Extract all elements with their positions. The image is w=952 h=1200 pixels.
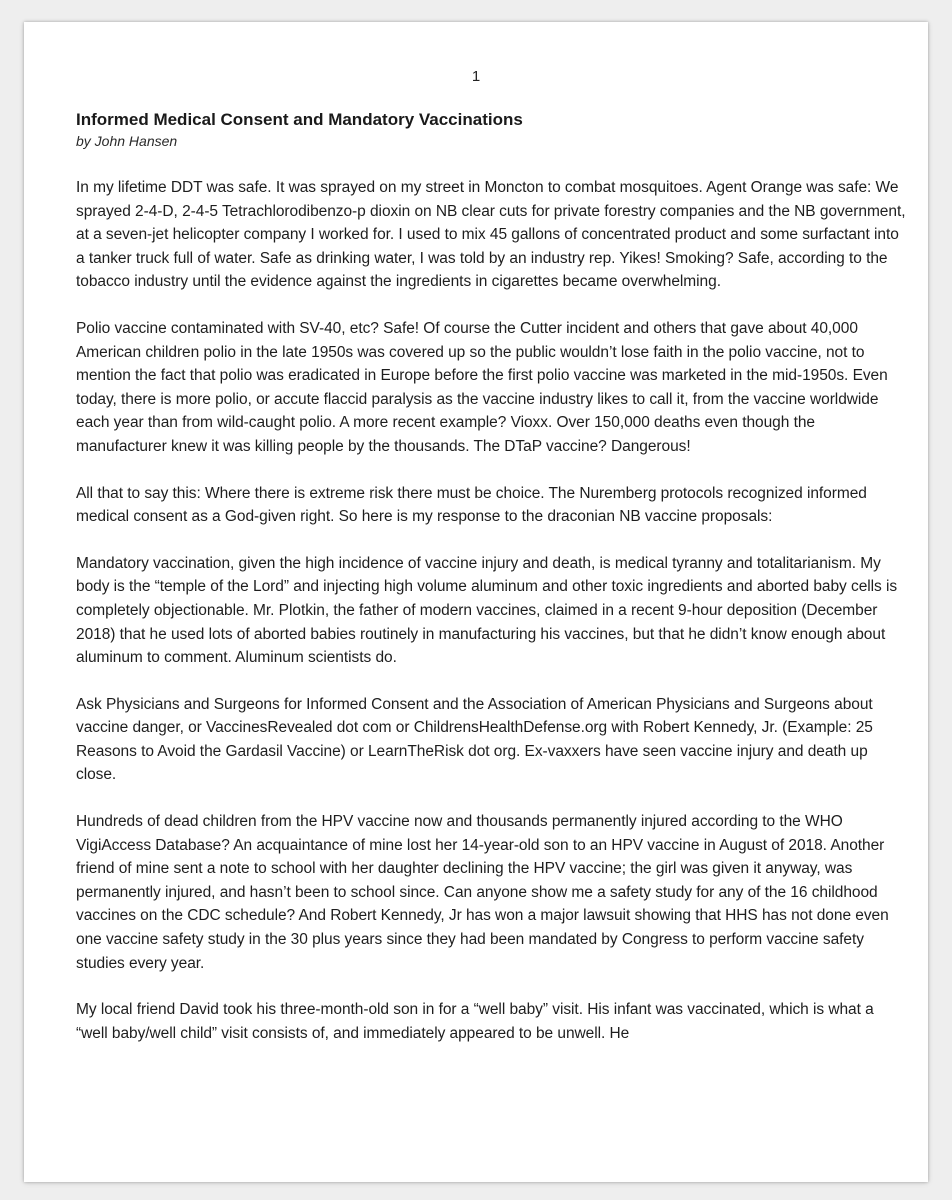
page-number: 1 <box>471 68 481 85</box>
paragraph-5: Ask Physicians and Surgeons for Informed Consent and the Association of American Physicians and Surgeons about vaccine danger, or VaccinesRevealed dot com or ChildrensHealthDefense.org with Robert Kennedy, Jr. (Example: 25 Reasons to Avoid the Gardasil Vaccine) or LearnTheRisk dot org. Ex-vaxxers have seen vaccine injury and death up close. <box>76 695 873 784</box>
paragraph-4: Mandatory vaccination, given the high incidence of vaccine injury and death, is medical tyranny and totalitarianism. My body is the “temple of the Lord” and injecting high volume aluminum and other toxic ingredients and aborted baby cells is completely objectionable. Mr. Plotkin, the father of modern vaccines, claimed in a recent 9-hour deposition (December 2018) that he used lots of aborted babies routinely in manufacturing his vaccines, but that he didn’t know enough about aluminum to comment. Aluminum scientists do. <box>76 554 898 667</box>
paragraph-1: In my lifetime DDT was safe. It was sprayed on my street in Moncton to combat mosquitoes. Agent Orange was safe: We sprayed 2-4-D, 2-4-5 Tetrachlorodibenzo-p dioxin on NB clear cuts for private forestry companies and the NB government, at a seven-jet helicopter company I worked for. I used to mix 45 gallons of concentrated product and some surfactant into a tanker truck full of water. Safe as drinking water, I was told by an industry rep. Yikes! Smoking? Safe, according to the tobacco industry until the evidence against the ingredients in cigarettes became overwhelming. <box>76 179 906 291</box>
paragraph-2: Polio vaccine contaminated with SV-40, etc? Safe! Of course the Cutter incident and others that gave about 40,000 American children polio in the late 1950s was covered up so the public wouldn’t lose faith in the polio vaccine, not to mention the fact that polio was eradicated in Europe before the first polio vaccine was marketed in the mid-1950s. Even today, there is more polio, or accute flaccid paralysis as the vaccine industry likes to call it, from the vaccine worldwide each year than from wild-caught polio. A more recent example? Vioxx. Over 150,000 deaths even though the manufacturer knew it was killing people by the thousands. The DTaP vaccine? Dangerous! <box>76 319 888 455</box>
byline: by John Hansen <box>76 133 178 149</box>
document-body <box>76 108 906 1068</box>
paragraph-6: Hundreds of dead children from the HPV vaccine now and thousands permanently injured according to the WHO VigiAccess Database? An acquaintance of mine lost her 14-year-old son to an HPV vaccine in August of 2018. Another friend of mine sent a note to school with her daughter declining the HPV vaccine; the girl was given it anyway, was permanently injured, and hasn’t been to school since. Can anyone show me a safety study for any of the 16 childhood vaccines on the CDC schedule? And Robert Kennedy, Jr has won a major lawsuit showing that HHS has not done even one vaccine safety study in the 30 plus years since they had been mandated by Congress to perform vaccine safety studies every year. <box>76 813 889 972</box>
document-title: Informed Medical Consent and Mandatory Vaccinations <box>76 110 523 129</box>
paragraph-3: All that to say this: Where there is extreme risk there must be choice. The Nuremberg protocols recognized informed medical consent as a God-given right. So here is my response to the draconian NB vaccine proposals: <box>76 484 867 526</box>
paragraph-7: My local friend David took his three-month-old son in for a “well baby” visit. His infant was vaccinated, which is what a “well baby/well child” visit consists of, and immediately appeared to be unwell. He <box>76 1001 874 1042</box>
document-page <box>24 22 928 1182</box>
